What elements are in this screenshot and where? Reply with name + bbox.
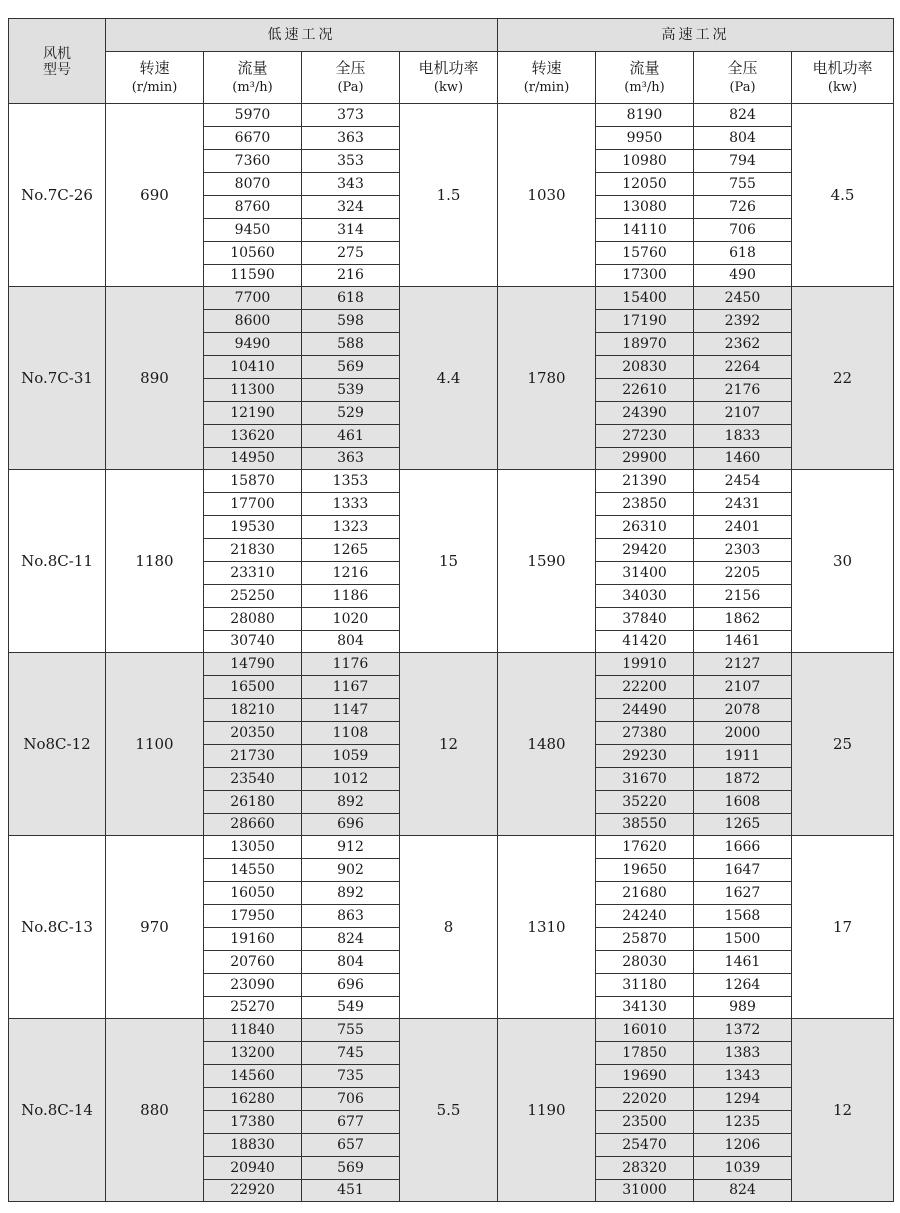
low-flow-cell: 28080 bbox=[204, 608, 302, 631]
low-pressure-col-header bbox=[302, 52, 400, 104]
high-pressure-cell: 2176 bbox=[694, 379, 792, 402]
high-pressure-cell: 1383 bbox=[694, 1042, 792, 1065]
low-pressure-cell: 1333 bbox=[302, 493, 400, 516]
low-flow-cell: 18830 bbox=[204, 1134, 302, 1157]
low-flow-cell: 14550 bbox=[204, 859, 302, 882]
high-flow-cell: 27230 bbox=[596, 425, 694, 448]
high-flow-cell: 19650 bbox=[596, 859, 694, 882]
high-flow-cell: 17300 bbox=[596, 265, 694, 287]
low-pressure-cell: 588 bbox=[302, 333, 400, 356]
high-pressure-cell: 2156 bbox=[694, 585, 792, 608]
high-pressure-cell: 1264 bbox=[694, 974, 792, 997]
high-speed-cell: 1190 bbox=[498, 1019, 596, 1202]
model-cell: No.7C-31 bbox=[9, 287, 106, 470]
model-header bbox=[9, 19, 106, 104]
col-unit: (r/min) bbox=[131, 79, 178, 95]
low-pressure-cell: 373 bbox=[302, 104, 400, 127]
low-flow-cell: 17950 bbox=[204, 905, 302, 928]
high-pressure-cell: 755 bbox=[694, 173, 792, 196]
high-power-cell: 25 bbox=[792, 653, 894, 836]
high-pressure-cell: 1372 bbox=[694, 1019, 792, 1042]
low-flow-cell: 18210 bbox=[204, 699, 302, 722]
model-cell: No.8C-11 bbox=[9, 470, 106, 653]
high-pressure-cell: 1343 bbox=[694, 1065, 792, 1088]
high-pressure-cell: 804 bbox=[694, 127, 792, 150]
low-power-cell: 5.5 bbox=[400, 1019, 498, 1202]
high-flow-cell: 31400 bbox=[596, 562, 694, 585]
high-flow-cell: 14110 bbox=[596, 219, 694, 242]
low-pressure-cell: 696 bbox=[302, 974, 400, 997]
high-power-cell: 17 bbox=[792, 836, 894, 1019]
high-power-col-header bbox=[792, 52, 894, 104]
table-row bbox=[9, 104, 894, 127]
col-label: 转速 bbox=[139, 58, 170, 77]
high-pressure-cell: 1608 bbox=[694, 791, 792, 814]
high-flow-cell: 34030 bbox=[596, 585, 694, 608]
high-pressure-cell: 1862 bbox=[694, 608, 792, 631]
high-pressure-cell: 726 bbox=[694, 196, 792, 219]
model-cell: No.8C-13 bbox=[9, 836, 106, 1019]
high-flow-cell: 41420 bbox=[596, 631, 694, 653]
high-flow-cell: 35220 bbox=[596, 791, 694, 814]
high-pressure-cell: 1647 bbox=[694, 859, 792, 882]
low-pressure-cell: 1020 bbox=[302, 608, 400, 631]
high-pressure-cell: 794 bbox=[694, 150, 792, 173]
high-flow-cell: 22610 bbox=[596, 379, 694, 402]
high-power-cell: 30 bbox=[792, 470, 894, 653]
high-flow-cell: 10980 bbox=[596, 150, 694, 173]
low-flow-cell: 13200 bbox=[204, 1042, 302, 1065]
high-pressure-cell: 1206 bbox=[694, 1134, 792, 1157]
high-flow-cell: 22200 bbox=[596, 676, 694, 699]
low-pressure-cell: 275 bbox=[302, 242, 400, 265]
high-pressure-cell: 1666 bbox=[694, 836, 792, 859]
low-speed-col-header bbox=[106, 52, 204, 104]
high-pressure-cell: 2362 bbox=[694, 333, 792, 356]
low-pressure-cell: 343 bbox=[302, 173, 400, 196]
low-flow-cell: 11590 bbox=[204, 265, 302, 287]
low-pressure-cell: 1216 bbox=[302, 562, 400, 585]
high-flow-cell: 38550 bbox=[596, 814, 694, 836]
low-flow-cell: 25250 bbox=[204, 585, 302, 608]
high-power-cell: 22 bbox=[792, 287, 894, 470]
table-row bbox=[9, 836, 894, 859]
low-pressure-cell: 745 bbox=[302, 1042, 400, 1065]
low-flow-cell: 13620 bbox=[204, 425, 302, 448]
low-flow-cell: 17700 bbox=[204, 493, 302, 516]
high-speed-cell: 1310 bbox=[498, 836, 596, 1019]
high-pressure-cell: 2431 bbox=[694, 493, 792, 516]
low-pressure-cell: 363 bbox=[302, 127, 400, 150]
high-flow-cell: 25470 bbox=[596, 1134, 694, 1157]
table-row bbox=[9, 653, 894, 676]
low-flow-cell: 7360 bbox=[204, 150, 302, 173]
high-pressure-cell: 2000 bbox=[694, 722, 792, 745]
high-flow-cell: 37840 bbox=[596, 608, 694, 631]
high-speed-cell: 1590 bbox=[498, 470, 596, 653]
low-pressure-cell: 549 bbox=[302, 997, 400, 1019]
low-pressure-cell: 314 bbox=[302, 219, 400, 242]
low-flow-cell: 10560 bbox=[204, 242, 302, 265]
low-flow-cell: 6670 bbox=[204, 127, 302, 150]
high-pressure-cell: 1568 bbox=[694, 905, 792, 928]
high-flow-cell: 24240 bbox=[596, 905, 694, 928]
high-flow-cell: 31000 bbox=[596, 1180, 694, 1202]
table-row bbox=[9, 1019, 894, 1042]
low-flow-cell: 23090 bbox=[204, 974, 302, 997]
table-row bbox=[9, 470, 894, 493]
high-flow-cell: 25870 bbox=[596, 928, 694, 951]
spec-table-body bbox=[9, 104, 894, 1202]
high-pressure-cell: 1833 bbox=[694, 425, 792, 448]
col-label: 转速 bbox=[531, 58, 562, 77]
low-flow-cell: 20760 bbox=[204, 951, 302, 974]
low-pressure-cell: 529 bbox=[302, 402, 400, 425]
high-pressure-cell: 2303 bbox=[694, 539, 792, 562]
low-flow-cell: 12190 bbox=[204, 402, 302, 425]
high-pressure-col-header bbox=[694, 52, 792, 104]
high-pressure-cell: 1039 bbox=[694, 1157, 792, 1180]
low-flow-cell: 9490 bbox=[204, 333, 302, 356]
low-pressure-cell: 598 bbox=[302, 310, 400, 333]
low-flow-cell: 19530 bbox=[204, 516, 302, 539]
low-pressure-cell: 451 bbox=[302, 1180, 400, 1202]
high-flow-cell: 22020 bbox=[596, 1088, 694, 1111]
low-flow-cell: 13050 bbox=[204, 836, 302, 859]
high-flow-cell: 34130 bbox=[596, 997, 694, 1019]
low-pressure-cell: 863 bbox=[302, 905, 400, 928]
low-pressure-cell: 461 bbox=[302, 425, 400, 448]
low-flow-cell: 16500 bbox=[204, 676, 302, 699]
high-pressure-cell: 2264 bbox=[694, 356, 792, 379]
low-power-cell: 1.5 bbox=[400, 104, 498, 287]
high-pressure-cell: 2392 bbox=[694, 310, 792, 333]
high-pressure-cell: 1872 bbox=[694, 768, 792, 791]
high-pressure-cell: 1265 bbox=[694, 814, 792, 836]
high-pressure-cell: 989 bbox=[694, 997, 792, 1019]
low-pressure-cell: 706 bbox=[302, 1088, 400, 1111]
high-pressure-cell: 2205 bbox=[694, 562, 792, 585]
low-pressure-cell: 696 bbox=[302, 814, 400, 836]
low-flow-cell: 8600 bbox=[204, 310, 302, 333]
low-pressure-cell: 1108 bbox=[302, 722, 400, 745]
low-pressure-cell: 735 bbox=[302, 1065, 400, 1088]
col-unit: (m³/h) bbox=[624, 79, 665, 95]
high-flow-cell: 8190 bbox=[596, 104, 694, 127]
high-flow-cell: 23500 bbox=[596, 1111, 694, 1134]
high-pressure-cell: 1461 bbox=[694, 951, 792, 974]
low-pressure-cell: 569 bbox=[302, 1157, 400, 1180]
low-pressure-cell: 677 bbox=[302, 1111, 400, 1134]
low-flow-cell: 21830 bbox=[204, 539, 302, 562]
low-flow-cell: 20350 bbox=[204, 722, 302, 745]
low-flow-cell: 23310 bbox=[204, 562, 302, 585]
col-label: 电机功率 bbox=[812, 58, 873, 77]
high-pressure-cell: 824 bbox=[694, 1180, 792, 1202]
high-pressure-cell: 2454 bbox=[694, 470, 792, 493]
high-pressure-cell: 1627 bbox=[694, 882, 792, 905]
low-pressure-cell: 892 bbox=[302, 791, 400, 814]
high-speed-cell: 1780 bbox=[498, 287, 596, 470]
low-power-cell: 8 bbox=[400, 836, 498, 1019]
col-label: 全压 bbox=[727, 58, 758, 77]
low-pressure-cell: 804 bbox=[302, 631, 400, 653]
high-pressure-cell: 2107 bbox=[694, 402, 792, 425]
high-pressure-cell: 2450 bbox=[694, 287, 792, 310]
col-unit: (m³/h) bbox=[232, 79, 273, 95]
model-cell: No8C-12 bbox=[9, 653, 106, 836]
high-pressure-cell: 490 bbox=[694, 265, 792, 287]
high-flow-cell: 23850 bbox=[596, 493, 694, 516]
high-pressure-cell: 2078 bbox=[694, 699, 792, 722]
low-flow-cell: 25270 bbox=[204, 997, 302, 1019]
high-pressure-cell: 618 bbox=[694, 242, 792, 265]
low-flow-cell: 16280 bbox=[204, 1088, 302, 1111]
fan-spec-table bbox=[8, 18, 894, 1202]
high-flow-cell: 28030 bbox=[596, 951, 694, 974]
low-pressure-cell: 539 bbox=[302, 379, 400, 402]
low-pressure-cell: 804 bbox=[302, 951, 400, 974]
low-flow-cell: 30740 bbox=[204, 631, 302, 653]
high-flow-cell: 24490 bbox=[596, 699, 694, 722]
low-pressure-cell: 1265 bbox=[302, 539, 400, 562]
low-pressure-cell: 618 bbox=[302, 287, 400, 310]
low-flow-cell: 14950 bbox=[204, 448, 302, 470]
col-unit: (Pa) bbox=[729, 79, 756, 95]
low-flow-cell: 14790 bbox=[204, 653, 302, 676]
high-flow-cell: 21390 bbox=[596, 470, 694, 493]
low-pressure-cell: 1176 bbox=[302, 653, 400, 676]
high-flow-cell: 15760 bbox=[596, 242, 694, 265]
high-flow-cell: 29420 bbox=[596, 539, 694, 562]
low-pressure-cell: 1147 bbox=[302, 699, 400, 722]
low-pressure-cell: 324 bbox=[302, 196, 400, 219]
low-flow-col-header bbox=[204, 52, 302, 104]
high-flow-cell: 16010 bbox=[596, 1019, 694, 1042]
low-pressure-cell: 1323 bbox=[302, 516, 400, 539]
high-flow-cell: 12050 bbox=[596, 173, 694, 196]
high-pressure-cell: 1460 bbox=[694, 448, 792, 470]
low-flow-cell: 5970 bbox=[204, 104, 302, 127]
low-pressure-cell: 824 bbox=[302, 928, 400, 951]
high-pressure-cell: 2107 bbox=[694, 676, 792, 699]
high-speed-cell: 1480 bbox=[498, 653, 596, 836]
model-header-label: 风机 型号 bbox=[43, 46, 71, 78]
low-pressure-cell: 569 bbox=[302, 356, 400, 379]
high-flow-cell: 21680 bbox=[596, 882, 694, 905]
low-flow-cell: 14560 bbox=[204, 1065, 302, 1088]
high-power-cell: 4.5 bbox=[792, 104, 894, 287]
high-flow-cell: 31670 bbox=[596, 768, 694, 791]
col-unit: (Pa) bbox=[337, 79, 364, 95]
low-pressure-cell: 363 bbox=[302, 448, 400, 470]
high-pressure-cell: 824 bbox=[694, 104, 792, 127]
model-cell: No.8C-14 bbox=[9, 1019, 106, 1202]
high-flow-cell: 20830 bbox=[596, 356, 694, 379]
col-label: 电机功率 bbox=[418, 58, 479, 77]
high-flow-cell: 27380 bbox=[596, 722, 694, 745]
high-flow-cell: 19910 bbox=[596, 653, 694, 676]
high-speed-cell: 1030 bbox=[498, 104, 596, 287]
low-speed-cell: 880 bbox=[106, 1019, 204, 1202]
low-pressure-cell: 1186 bbox=[302, 585, 400, 608]
low-flow-cell: 10410 bbox=[204, 356, 302, 379]
low-pressure-cell: 892 bbox=[302, 882, 400, 905]
high-speed-group-header: 高速工况 bbox=[498, 19, 894, 52]
col-unit: (r/min) bbox=[523, 79, 570, 95]
low-flow-cell: 8070 bbox=[204, 173, 302, 196]
low-speed-cell: 690 bbox=[106, 104, 204, 287]
table-row bbox=[9, 287, 894, 310]
low-flow-cell: 17380 bbox=[204, 1111, 302, 1134]
high-flow-cell: 19690 bbox=[596, 1065, 694, 1088]
high-pressure-cell: 706 bbox=[694, 219, 792, 242]
high-flow-cell: 9950 bbox=[596, 127, 694, 150]
high-flow-col-header bbox=[596, 52, 694, 104]
low-pressure-cell: 1167 bbox=[302, 676, 400, 699]
high-flow-cell: 17850 bbox=[596, 1042, 694, 1065]
high-flow-cell: 28320 bbox=[596, 1157, 694, 1180]
low-flow-cell: 15870 bbox=[204, 470, 302, 493]
low-pressure-cell: 1012 bbox=[302, 768, 400, 791]
high-flow-cell: 26310 bbox=[596, 516, 694, 539]
low-flow-cell: 16050 bbox=[204, 882, 302, 905]
high-flow-cell: 24390 bbox=[596, 402, 694, 425]
low-flow-cell: 19160 bbox=[204, 928, 302, 951]
model-cell: No.7C-26 bbox=[9, 104, 106, 287]
low-power-cell: 15 bbox=[400, 470, 498, 653]
high-pressure-cell: 1500 bbox=[694, 928, 792, 951]
low-flow-cell: 23540 bbox=[204, 768, 302, 791]
high-pressure-cell: 2127 bbox=[694, 653, 792, 676]
high-flow-cell: 13080 bbox=[596, 196, 694, 219]
low-speed-cell: 1100 bbox=[106, 653, 204, 836]
col-unit: (kw) bbox=[433, 79, 464, 95]
high-pressure-cell: 1294 bbox=[694, 1088, 792, 1111]
spec-table-container bbox=[8, 18, 894, 1202]
low-pressure-cell: 755 bbox=[302, 1019, 400, 1042]
high-flow-cell: 31180 bbox=[596, 974, 694, 997]
col-label: 流量 bbox=[237, 58, 268, 77]
low-pressure-cell: 353 bbox=[302, 150, 400, 173]
high-pressure-cell: 1461 bbox=[694, 631, 792, 653]
high-flow-cell: 29900 bbox=[596, 448, 694, 470]
col-unit: (kw) bbox=[827, 79, 858, 95]
high-flow-cell: 17620 bbox=[596, 836, 694, 859]
high-pressure-cell: 2401 bbox=[694, 516, 792, 539]
low-flow-cell: 26180 bbox=[204, 791, 302, 814]
low-speed-group-header: 低速工况 bbox=[106, 19, 498, 52]
col-label: 全压 bbox=[335, 58, 366, 77]
high-flow-cell: 17190 bbox=[596, 310, 694, 333]
low-speed-cell: 1180 bbox=[106, 470, 204, 653]
low-speed-cell: 970 bbox=[106, 836, 204, 1019]
low-flow-cell: 22920 bbox=[204, 1180, 302, 1202]
low-pressure-cell: 216 bbox=[302, 265, 400, 287]
low-flow-cell: 11300 bbox=[204, 379, 302, 402]
low-power-col-header bbox=[400, 52, 498, 104]
low-power-cell: 4.4 bbox=[400, 287, 498, 470]
high-flow-cell: 29230 bbox=[596, 745, 694, 768]
low-flow-cell: 8760 bbox=[204, 196, 302, 219]
low-flow-cell: 9450 bbox=[204, 219, 302, 242]
low-pressure-cell: 912 bbox=[302, 836, 400, 859]
high-flow-cell: 18970 bbox=[596, 333, 694, 356]
low-flow-cell: 20940 bbox=[204, 1157, 302, 1180]
low-speed-cell: 890 bbox=[106, 287, 204, 470]
low-pressure-cell: 902 bbox=[302, 859, 400, 882]
low-flow-cell: 7700 bbox=[204, 287, 302, 310]
low-flow-cell: 21730 bbox=[204, 745, 302, 768]
low-pressure-cell: 1353 bbox=[302, 470, 400, 493]
high-pressure-cell: 1911 bbox=[694, 745, 792, 768]
high-flow-cell: 15400 bbox=[596, 287, 694, 310]
low-flow-cell: 28660 bbox=[204, 814, 302, 836]
header-row-columns bbox=[9, 52, 894, 104]
high-speed-col-header bbox=[498, 52, 596, 104]
high-power-cell: 12 bbox=[792, 1019, 894, 1202]
low-pressure-cell: 657 bbox=[302, 1134, 400, 1157]
header-row-groups bbox=[9, 19, 894, 52]
col-label: 流量 bbox=[629, 58, 660, 77]
low-flow-cell: 11840 bbox=[204, 1019, 302, 1042]
low-power-cell: 12 bbox=[400, 653, 498, 836]
low-pressure-cell: 1059 bbox=[302, 745, 400, 768]
high-pressure-cell: 1235 bbox=[694, 1111, 792, 1134]
